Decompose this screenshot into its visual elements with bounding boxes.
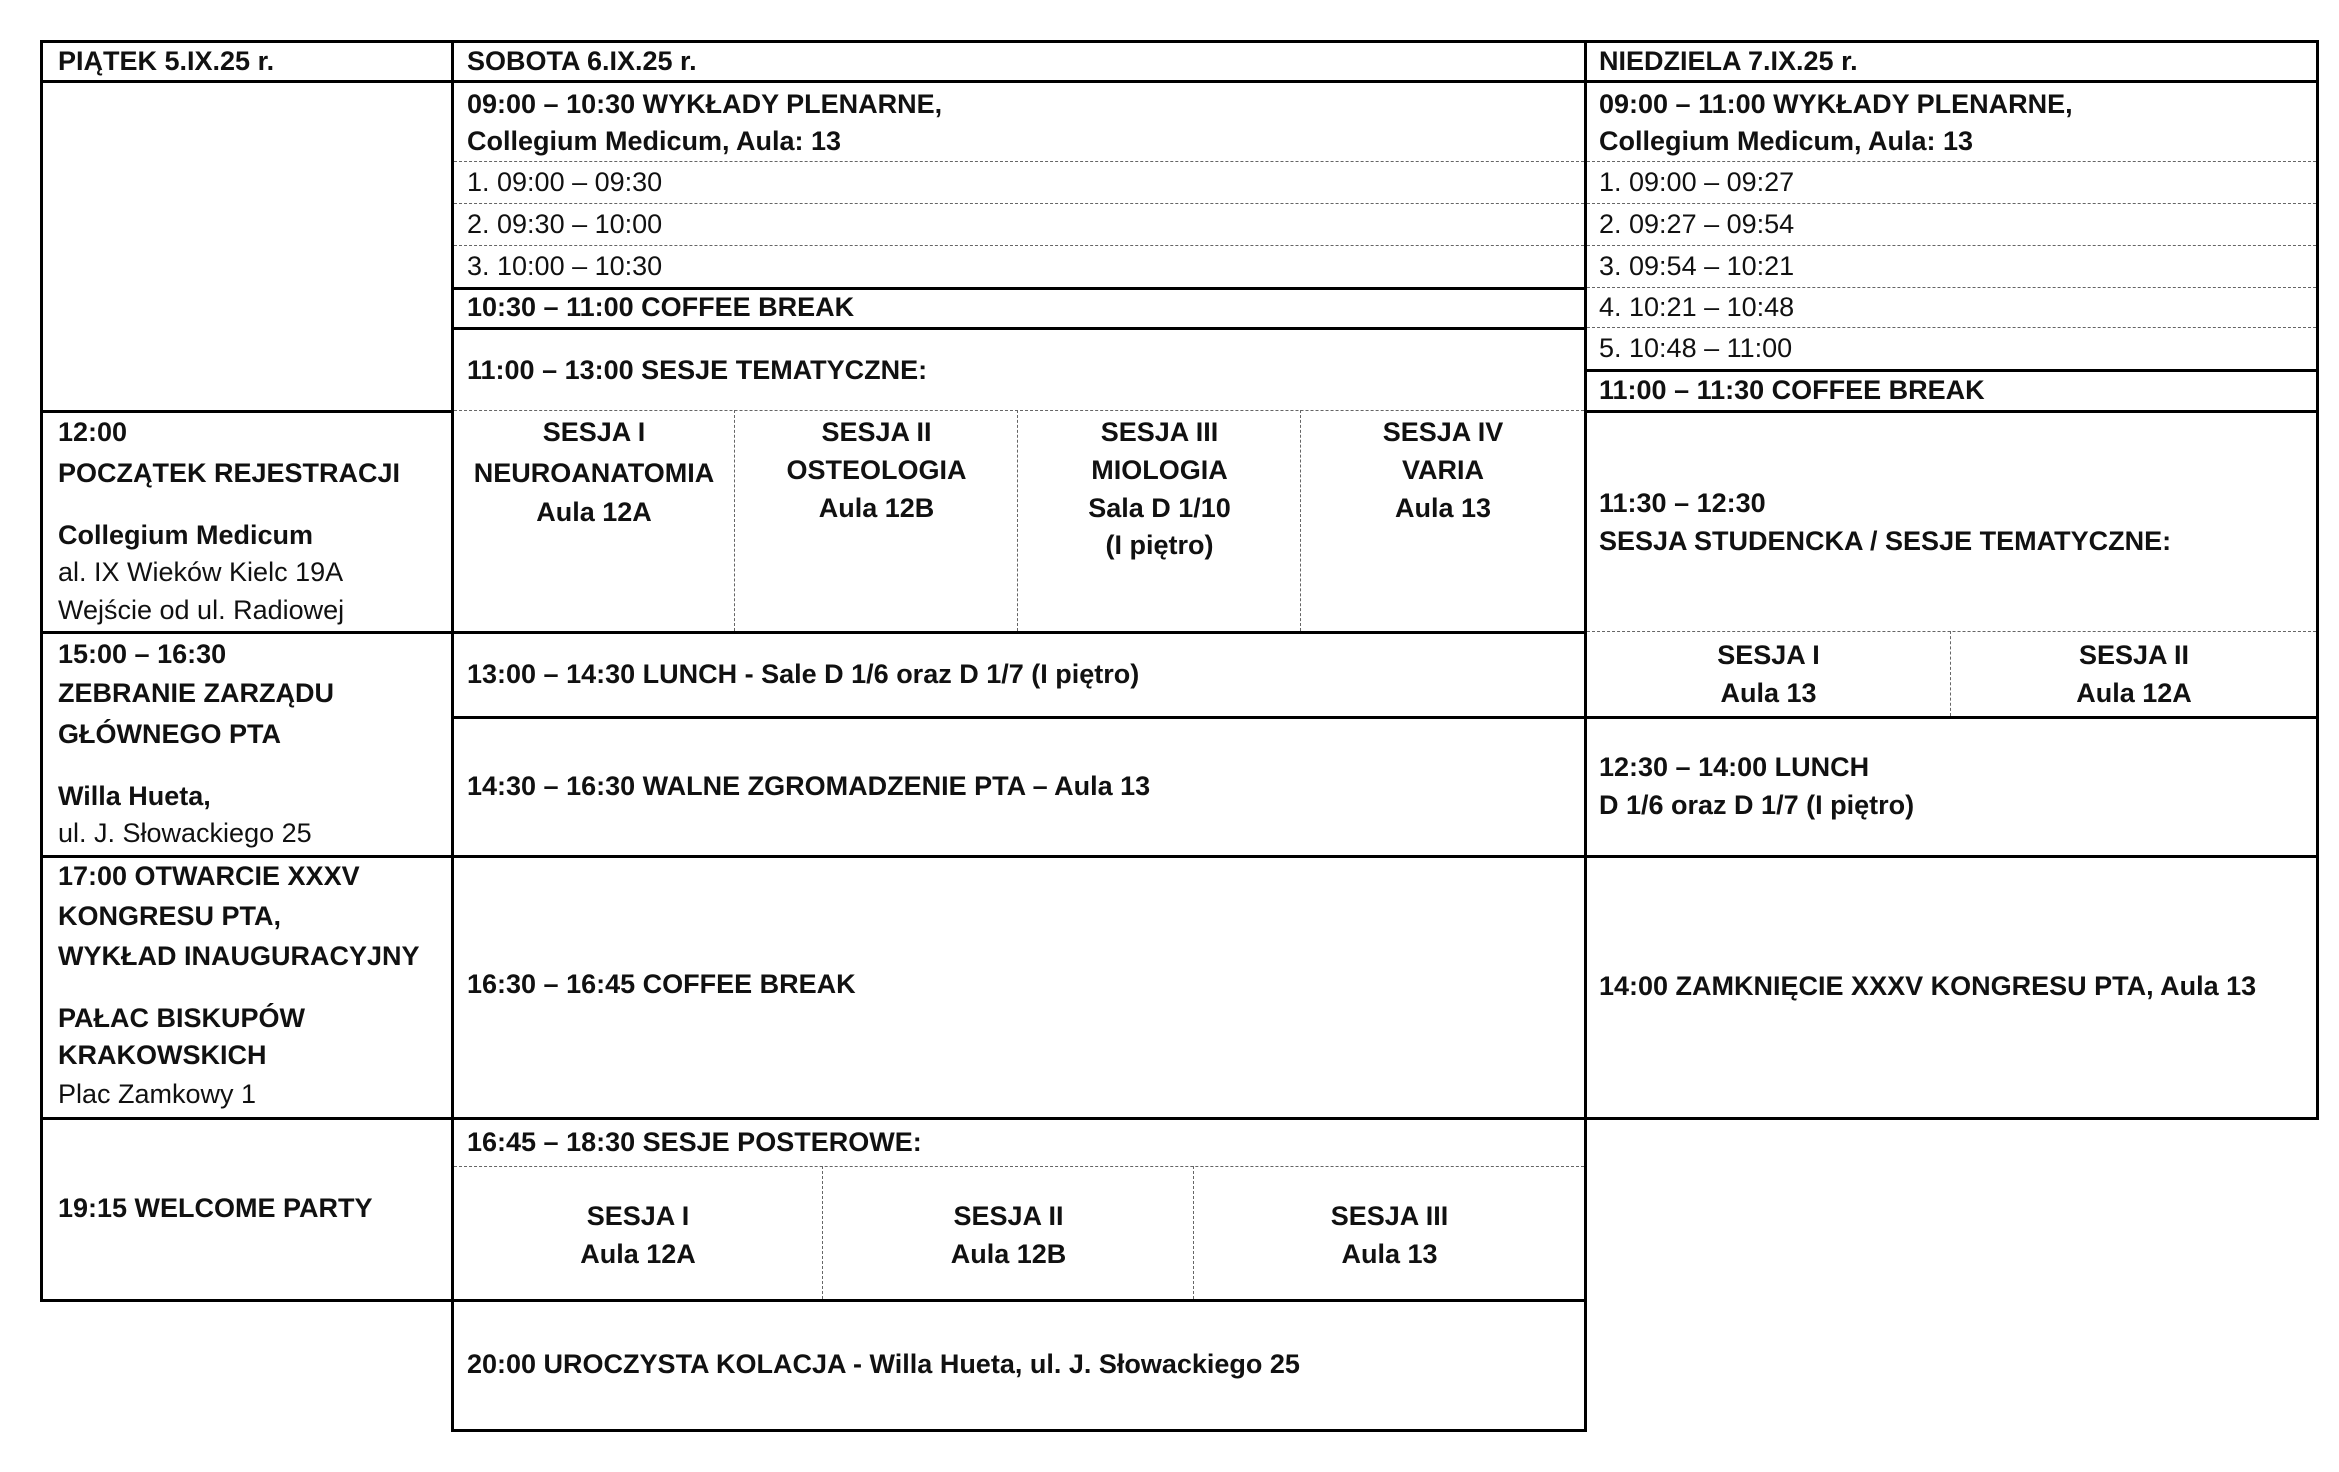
- divider: [454, 1117, 1584, 1120]
- sat-gala-dinner: 20:00 UROCZYSTA KOLACJA - Willa Hueta, ul. J. Słowackiego 25: [467, 1349, 1300, 1379]
- divider: [454, 245, 1584, 246]
- session-title: SESJA III: [1100, 417, 1219, 447]
- divider: [734, 410, 735, 631]
- divider: [1587, 410, 2316, 413]
- header-divider: [40, 80, 2319, 83]
- session-room: Aula 13: [1394, 493, 1492, 523]
- divider: [40, 631, 454, 634]
- divider: [454, 161, 1584, 162]
- session-room: Sala D 1/10: [1088, 493, 1231, 523]
- divider: [454, 1166, 1584, 1167]
- inaugural-lecture: WYKŁAD INAUGURACYJNY: [58, 941, 420, 971]
- sat-plenary-title: 09:00 – 10:30 WYKŁADY PLENARNE,: [467, 89, 943, 119]
- board-meeting-time: 15:00 – 16:30: [58, 639, 227, 669]
- divider: [454, 327, 1584, 330]
- sat-lecture-3: 3. 10:00 – 10:30: [467, 251, 663, 281]
- session-room: Aula 13: [1720, 678, 1817, 708]
- divider: [1017, 410, 1018, 631]
- sat-coffee-break-1: 10:30 – 11:00 COFFEE BREAK: [467, 292, 855, 322]
- poster-session-room: Aula 12A: [580, 1239, 696, 1269]
- saturday-header: SOBOTA 6.IX.25 r.: [467, 46, 697, 76]
- opening-place-2: KRAKOWSKICH: [58, 1040, 267, 1070]
- sat-lunch: 13:00 – 14:30 LUNCH - Sale D 1/6 oraz D 1/7 (I piętro): [467, 659, 1140, 689]
- poster-session-title: SESJA III: [1330, 1201, 1449, 1231]
- session-topic: OSTEOLOGIA: [786, 455, 967, 485]
- sun-student-session-time: 11:30 – 12:30: [1599, 488, 1766, 518]
- board-meeting-title: ZEBRANIE ZARZĄDU: [58, 678, 334, 708]
- divider: [454, 631, 1584, 634]
- sun-lunch-time: 12:30 – 14:00 LUNCH: [1599, 752, 1870, 782]
- session-topic: VARIA: [1401, 455, 1484, 485]
- poster-session-title: SESJA I: [586, 1201, 690, 1231]
- opening-title-2: KONGRESU PTA,: [58, 901, 282, 931]
- sun-plenary-location: Collegium Medicum, Aula: 13: [1599, 126, 1974, 156]
- sat-poster-sessions: 16:45 – 18:30 SESJE POSTEROWE:: [467, 1127, 922, 1157]
- registration-time: 12:00: [58, 417, 128, 447]
- sat-thematic-sessions: 11:00 – 13:00 SESJE TEMATYCZNE:: [467, 355, 928, 385]
- sun-lecture-2: 2. 09:27 – 09:54: [1599, 209, 1795, 239]
- divider: [454, 203, 1584, 204]
- poster-session-room: Aula 12B: [950, 1239, 1067, 1269]
- session-title: SESJA I: [1717, 640, 1820, 670]
- divider: [454, 855, 1584, 858]
- board-meeting-place: Willa Hueta,: [58, 781, 211, 811]
- registration-place: Collegium Medicum: [58, 520, 314, 550]
- poster-session-title: SESJA II: [953, 1201, 1064, 1231]
- registration-entrance: Wejście od ul. Radiowej: [58, 595, 345, 625]
- sat-coffee-break-2: 16:30 – 16:45 COFFEE BREAK: [467, 969, 856, 999]
- divider: [1587, 161, 2316, 162]
- sun-lecture-3: 3. 09:54 – 10:21: [1599, 251, 1795, 281]
- session-title: SESJA II: [2078, 640, 2190, 670]
- divider: [1587, 245, 2316, 246]
- session-title: SESJA II: [821, 417, 932, 447]
- sunday-column-frame: [1584, 40, 2319, 1120]
- session-room: Aula 12A: [2076, 678, 2192, 708]
- divider: [1950, 631, 1951, 716]
- opening-title: 17:00 OTWARCIE XXXV: [58, 861, 360, 891]
- session-title: SESJA I: [542, 417, 646, 447]
- sun-closing: 14:00 ZAMKNIĘCIE XXXV KONGRESU PTA, Aula 13: [1599, 971, 2257, 1001]
- divider: [1587, 716, 2316, 719]
- divider: [1587, 631, 2316, 632]
- session-floor: (I piętro): [1105, 530, 1214, 560]
- session-room: Aula 12B: [818, 493, 935, 523]
- sat-plenary-location: Collegium Medicum, Aula: 13: [467, 126, 842, 156]
- sun-lunch-place: D 1/6 oraz D 1/7 (I piętro): [1599, 790, 1915, 820]
- sat-lecture-1: 1. 09:00 – 09:30: [467, 167, 663, 197]
- registration-title: POCZĄTEK REJESTRACJI: [58, 458, 401, 488]
- opening-address: Plac Zamkowy 1: [58, 1079, 257, 1109]
- session-topic: MIOLOGIA: [1091, 455, 1228, 485]
- sun-plenary-title: 09:00 – 11:00 WYKŁADY PLENARNE,: [1599, 89, 2073, 119]
- divider: [40, 1117, 454, 1120]
- sat-lecture-2: 2. 09:30 – 10:00: [467, 209, 663, 239]
- divider: [454, 716, 1584, 719]
- sun-lecture-5: 5. 10:48 – 11:00: [1599, 333, 1793, 363]
- sun-lecture-4: 4. 10:21 – 10:48: [1599, 292, 1795, 322]
- board-meeting-address: ul. J. Słowackiego 25: [58, 818, 312, 848]
- friday-header: PIĄTEK 5.IX.25 r.: [58, 46, 275, 76]
- session-title: SESJA IV: [1382, 417, 1504, 447]
- sun-lecture-1: 1. 09:00 – 09:27: [1599, 167, 1795, 197]
- registration-address: al. IX Wieków Kielc 19A: [58, 557, 344, 587]
- sat-general-assembly: 14:30 – 16:30 WALNE ZGROMADZENIE PTA – Aula 13: [467, 771, 1151, 801]
- session-topic: NEUROANATOMIA: [473, 458, 715, 488]
- board-meeting-title-2: GŁÓWNEGO PTA: [58, 719, 281, 749]
- session-room: Aula 12A: [536, 497, 652, 527]
- divider: [1587, 327, 2316, 328]
- welcome-party: 19:15 WELCOME PARTY: [58, 1193, 373, 1223]
- divider: [454, 1299, 1584, 1302]
- divider: [1587, 287, 2316, 288]
- divider: [1587, 203, 2316, 204]
- divider: [454, 410, 1584, 411]
- divider: [1587, 855, 2316, 858]
- divider: [1300, 410, 1301, 631]
- poster-session-room: Aula 13: [1341, 1239, 1438, 1269]
- sun-student-session-title: SESJA STUDENCKA / SESJE TEMATYCZNE:: [1599, 526, 2172, 556]
- divider: [40, 410, 454, 413]
- divider: [822, 1166, 823, 1299]
- opening-place: PAŁAC BISKUPÓW: [58, 1003, 305, 1033]
- divider: [1193, 1166, 1194, 1299]
- sunday-header: NIEDZIELA 7.IX.25 r.: [1599, 46, 1858, 76]
- sun-coffee-break: 11:00 – 11:30 COFFEE BREAK: [1599, 375, 1985, 405]
